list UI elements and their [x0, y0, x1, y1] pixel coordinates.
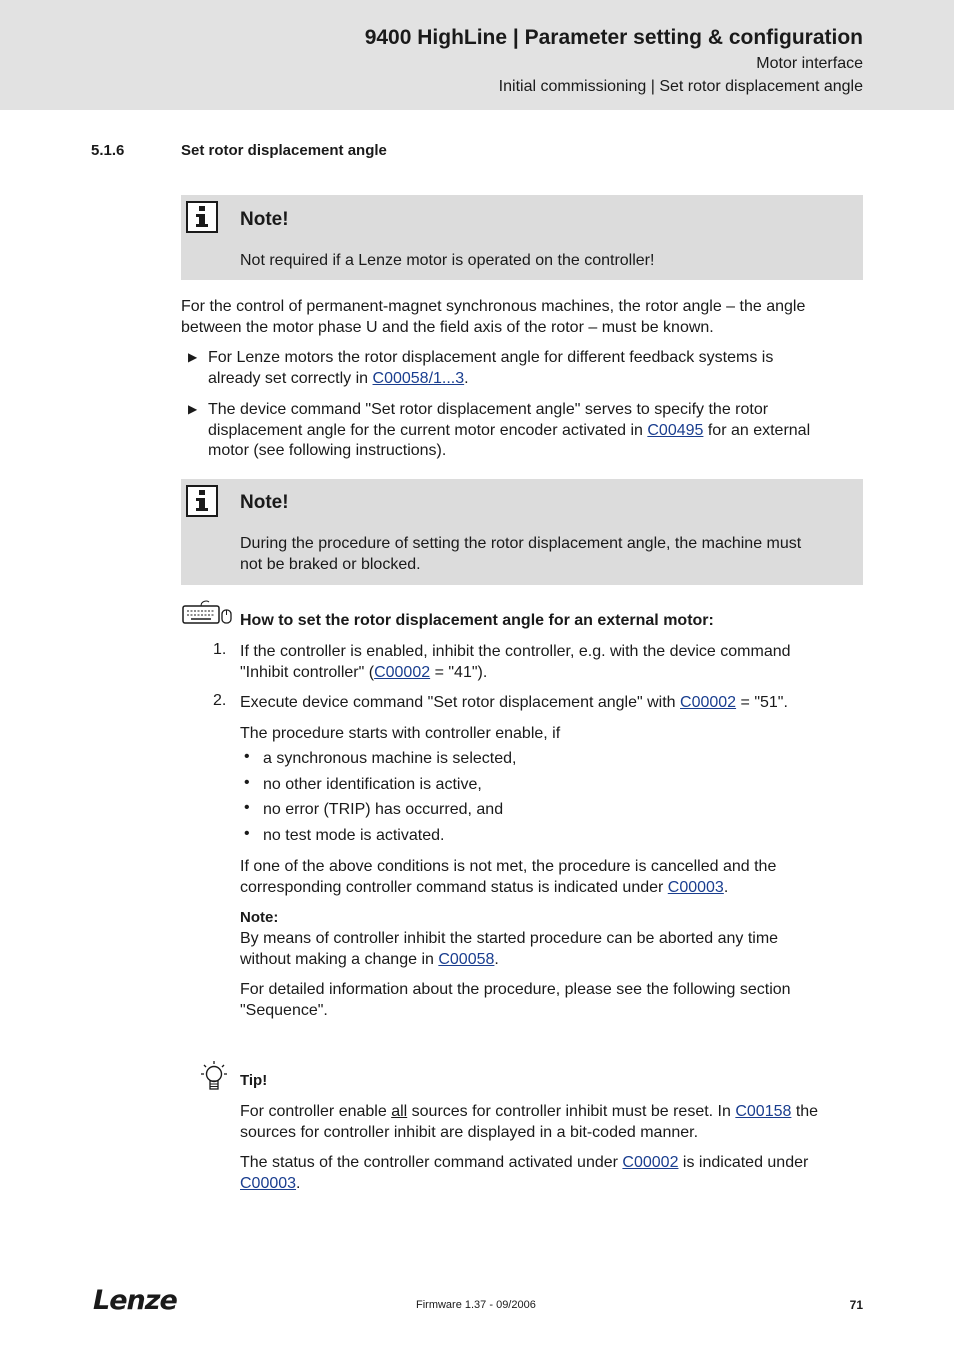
firmware-version: Firmware 1.37 - 09/2006 — [416, 1299, 536, 1311]
bullet1-line-1: For Lenze motors the rotor displacement angle for different feedback systems is — [208, 349, 774, 366]
keyboard-mouse-icon — [181, 598, 233, 626]
step-number: 1. — [213, 641, 227, 658]
info-icon — [186, 485, 218, 517]
cancel-line-2: corresponding controller command status is indicated under C00003. — [240, 879, 729, 896]
link-c00058[interactable]: C00058 — [438, 951, 495, 968]
note-box-2 — [181, 479, 863, 585]
link-c00002[interactable]: C00002 — [622, 1154, 679, 1171]
link-c00003[interactable]: C00003 — [667, 879, 724, 896]
section-number: 5.1.6 — [91, 142, 125, 159]
howto-heading: How to set the rotor displacement angle for an external motor: — [240, 612, 714, 629]
condition-item: a synchronous machine is selected, — [263, 750, 517, 767]
bullet1-line-2: already set correctly in C00058/1...3. — [208, 370, 469, 387]
note3-line-2: without making a change in C00058. — [240, 951, 499, 968]
link-c00495[interactable]: C00495 — [647, 422, 704, 439]
info-icon — [186, 201, 218, 233]
link-c00002[interactable]: C00002 — [374, 664, 431, 681]
note-text: Not required if a Lenze motor is operated on the controller! — [240, 252, 655, 269]
step1-line-1: If the controller is enabled, inhibit the controller, e.g. with the device command — [240, 643, 791, 660]
arrow-bullet-icon: ▶ — [188, 402, 198, 416]
note-heading: Note: — [240, 909, 279, 926]
note-box-1 — [181, 195, 863, 280]
note3-line-1: By means of controller inhibit the started procedure can be aborted any time — [240, 930, 779, 947]
note-heading: Note! — [240, 492, 289, 513]
bullet-dot: • — [244, 825, 250, 842]
bullet2-line-3: motor (see following instructions). — [208, 442, 447, 459]
conditions-intro: The procedure starts with controller enable, if — [240, 725, 561, 742]
arrow-bullet-icon: ▶ — [188, 350, 198, 364]
tip-p2-line-1: The status of the controller command activated under C00002 is indicated under — [240, 1154, 809, 1171]
detail-line-2: "Sequence". — [240, 1002, 328, 1019]
link-c00058-1-3[interactable]: C00058/1...3 — [372, 370, 465, 387]
step1-line-2: "Inhibit controller" (C00002 = "41"). — [240, 664, 488, 681]
header-title: 9400 HighLine | Parameter setting & configuration — [364, 26, 863, 49]
bullet2-line-2: displacement angle for the current motor encoder activated in C00495 for an external — [208, 422, 811, 439]
tip-p1-line-1: For controller enable all sources for controller inhibit must be reset. In C00158 the — [240, 1103, 819, 1120]
step2-line: Execute device command "Set rotor displacement angle" with C00002 = "51". — [240, 694, 788, 711]
note-heading: Note! — [240, 209, 289, 230]
note-line-2: not be braked or blocked. — [240, 556, 421, 573]
tip-heading: Tip! — [240, 1072, 268, 1089]
link-c00003[interactable]: C00003 — [240, 1175, 297, 1192]
page-number: 71 — [849, 1298, 863, 1312]
link-c00158[interactable]: C00158 — [735, 1103, 792, 1120]
note-line-1: During the procedure of setting the rotor displacement angle, the machine must — [240, 535, 802, 552]
condition-item: no error (TRIP) has occurred, and — [263, 801, 504, 818]
cancel-line-1: If one of the above conditions is not met, the procedure is cancelled and the — [240, 858, 777, 875]
bullet-dot: • — [244, 799, 250, 816]
link-c00002[interactable]: C00002 — [680, 694, 737, 711]
lightbulb-icon — [197, 1060, 231, 1094]
section-title: Set rotor displacement angle — [181, 142, 387, 159]
condition-item: no test mode is activated. — [263, 827, 445, 844]
header-section: Initial commissioning | Set rotor displacement angle — [498, 78, 863, 95]
condition-item: no other identification is active, — [263, 776, 482, 793]
step-number: 2. — [213, 692, 227, 709]
bullet-dot: • — [244, 748, 250, 765]
lenze-logo: Lenze — [93, 1285, 177, 1316]
bullet2-line-1: The device command "Set rotor displacement angle" serves to specify the rotor — [208, 401, 769, 418]
page-header — [0, 0, 954, 110]
bullet-dot: • — [244, 774, 250, 791]
intro-line-1: For the control of permanent-magnet synchronous machines, the rotor angle – the angle — [181, 298, 806, 315]
detail-line-1: For detailed information about the procedure, please see the following section — [240, 981, 791, 998]
header-chapter: Motor interface — [756, 55, 863, 72]
tip-p1-line-2: sources for controller inhibit are displayed in a bit-coded manner. — [240, 1124, 699, 1141]
intro-line-2: between the motor phase U and the field axis of the rotor – must be known. — [181, 319, 714, 336]
tip-p2-line-2: C00003. — [240, 1175, 301, 1192]
